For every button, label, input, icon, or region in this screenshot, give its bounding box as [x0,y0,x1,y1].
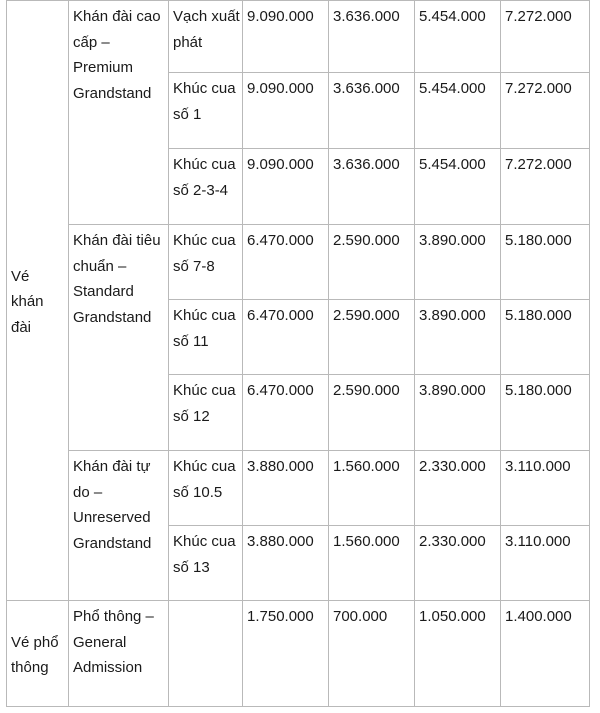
category-cell: Vé phổ thông [7,601,69,707]
price-cell: 5.454.000 [415,73,501,149]
price-cell: 2.590.000 [329,375,415,451]
price-cell: 3.636.000 [329,1,415,73]
zone-cell: Khúc cua số 13 [169,526,243,601]
zone-cell [169,601,243,707]
price-cell: 700.000 [329,601,415,707]
price-cell: 3.110.000 [501,451,590,526]
price-cell: 1.400.000 [501,601,590,707]
table-row [7,1,590,73]
price-cell: 3.880.000 [243,526,329,601]
price-cell: 5.454.000 [415,1,501,73]
price-cell: 1.750.000 [243,601,329,707]
stand-cell: Khán đài tự do – Unreserved Grandstand [69,451,169,601]
price-cell: 5.180.000 [501,300,590,375]
price-cell: 3.636.000 [329,149,415,225]
price-cell: 3.880.000 [243,451,329,526]
price-cell: 5.454.000 [415,149,501,225]
price-cell: 1.560.000 [329,526,415,601]
zone-cell: Khúc cua số 12 [169,375,243,451]
price-cell: 5.180.000 [501,225,590,300]
price-cell: 2.330.000 [415,526,501,601]
price-cell: 3.890.000 [415,225,501,300]
price-cell: 5.180.000 [501,375,590,451]
price-cell: 2.590.000 [329,225,415,300]
price-cell: 6.470.000 [243,375,329,451]
zone-cell: Khúc cua số 7-8 [169,225,243,300]
table-row [7,225,590,300]
category-cell: Vé khán đài [7,1,69,601]
price-cell: 7.272.000 [501,1,590,73]
ticket-price-table [6,0,590,707]
price-cell: 9.090.000 [243,73,329,149]
zone-cell: Khúc cua số 1 [169,73,243,149]
price-cell: 1.050.000 [415,601,501,707]
table-row [7,451,590,526]
table-row [7,601,590,707]
price-cell: 9.090.000 [243,1,329,73]
price-cell: 7.272.000 [501,149,590,225]
stand-cell: Khán đài tiêu chuẩn – Standard Grandstand [69,225,169,451]
price-cell: 6.470.000 [243,225,329,300]
price-cell: 3.636.000 [329,73,415,149]
zone-cell: Khúc cua số 10.5 [169,451,243,526]
zone-cell: Vạch xuất phát [169,1,243,73]
zone-cell: Khúc cua số 2-3-4 [169,149,243,225]
price-cell: 9.090.000 [243,149,329,225]
stand-cell: Khán đài cao cấp – Premium Grandstand [69,1,169,225]
price-cell: 3.110.000 [501,526,590,601]
price-cell: 2.330.000 [415,451,501,526]
price-cell: 7.272.000 [501,73,590,149]
price-cell: 3.890.000 [415,375,501,451]
price-cell: 2.590.000 [329,300,415,375]
zone-cell: Khúc cua số 11 [169,300,243,375]
price-cell: 6.470.000 [243,300,329,375]
price-cell: 1.560.000 [329,451,415,526]
stand-cell: Phổ thông – General Admission [69,601,169,707]
price-cell: 3.890.000 [415,300,501,375]
